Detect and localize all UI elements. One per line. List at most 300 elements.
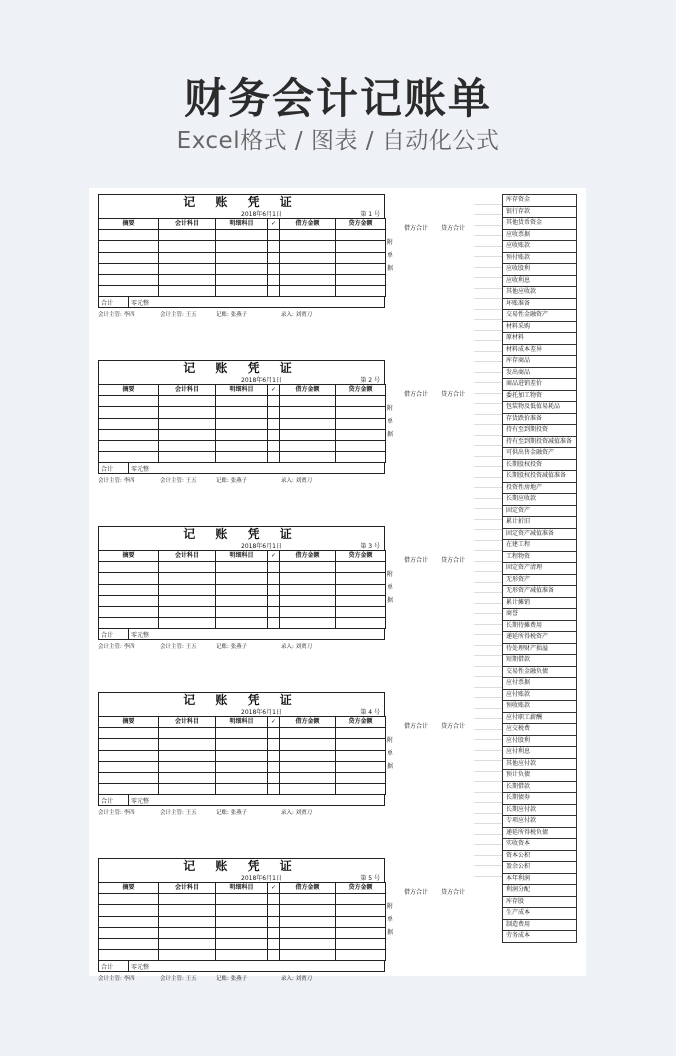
table-cell[interactable]	[336, 263, 386, 274]
table-cell[interactable]	[268, 606, 280, 617]
account-item[interactable]: 商品进销差价	[502, 379, 577, 391]
total-amount: 零元整	[131, 300, 150, 308]
table-cell[interactable]	[280, 452, 336, 463]
table-cell[interactable]	[268, 938, 280, 949]
attachment-label	[386, 734, 394, 773]
account-item[interactable]: 商誉	[502, 609, 577, 621]
table-cell[interactable]	[336, 772, 386, 783]
table-cell[interactable]	[280, 916, 336, 927]
table-cell[interactable]	[336, 274, 386, 285]
table-cell[interactable]	[159, 916, 216, 927]
account-item[interactable]: 固定资产	[502, 506, 577, 518]
table-cell[interactable]	[159, 407, 216, 418]
table-cell[interactable]	[268, 750, 280, 761]
table-cell[interactable]	[159, 750, 216, 761]
voucher-2	[98, 360, 385, 486]
table-cell[interactable]	[268, 396, 280, 407]
column-header: 摘要	[99, 219, 159, 230]
table-cell[interactable]	[159, 950, 216, 961]
table-cell[interactable]	[280, 252, 336, 263]
table-cell[interactable]	[159, 905, 216, 916]
table-cell[interactable]	[99, 452, 159, 463]
account-item[interactable]: 持有至到期投资	[502, 425, 577, 437]
table-cell[interactable]	[268, 584, 280, 595]
table-cell[interactable]	[336, 739, 386, 750]
column-header: 明细科目	[216, 883, 268, 894]
table-cell[interactable]	[99, 274, 159, 285]
account-item[interactable]: 应付股利	[502, 736, 577, 748]
table-cell[interactable]	[99, 407, 159, 418]
attachment-label	[386, 402, 394, 441]
table-cell[interactable]	[99, 595, 159, 606]
account-item[interactable]: 其他货币资金	[502, 218, 577, 230]
account-item[interactable]: 其他应收款	[502, 287, 577, 299]
table-cell[interactable]	[280, 784, 336, 795]
table-row	[99, 950, 386, 961]
table-cell[interactable]	[336, 938, 386, 949]
table-cell[interactable]	[159, 618, 216, 629]
table-cell[interactable]	[336, 950, 386, 961]
table-cell[interactable]	[99, 750, 159, 761]
voucher-header	[98, 692, 385, 716]
table-cell[interactable]	[216, 950, 268, 961]
account-item[interactable]: 盈余公积	[502, 862, 577, 874]
table-cell[interactable]	[216, 286, 268, 297]
table-cell[interactable]	[216, 429, 268, 440]
table-cell[interactable]	[216, 938, 268, 949]
column-header: 会计科目	[159, 883, 216, 894]
table-cell[interactable]	[280, 894, 336, 905]
table-cell[interactable]	[99, 784, 159, 795]
table-cell[interactable]	[216, 595, 268, 606]
table-cell[interactable]	[159, 761, 216, 772]
account-item[interactable]: 应收票据	[502, 230, 577, 242]
table-cell[interactable]	[336, 286, 386, 297]
attachment-char: 据	[386, 763, 393, 770]
table-cell[interactable]	[99, 429, 159, 440]
table-cell[interactable]	[268, 739, 280, 750]
account-item[interactable]: 应收账款	[502, 241, 577, 253]
account-item[interactable]: 应付职工薪酬	[502, 713, 577, 725]
account-item[interactable]: 实收资本	[502, 839, 577, 851]
entry-label: 录入: 刘贾刀	[281, 312, 313, 319]
table-cell[interactable]	[280, 761, 336, 772]
table-cell[interactable]	[99, 938, 159, 949]
table-cell[interactable]	[280, 418, 336, 429]
table-cell[interactable]	[268, 274, 280, 285]
table-cell[interactable]	[268, 761, 280, 772]
table-cell[interactable]	[280, 407, 336, 418]
table-cell[interactable]	[336, 927, 386, 938]
account-item[interactable]: 长期股权投资减值准备	[502, 471, 577, 483]
table-cell[interactable]	[159, 927, 216, 938]
account-item[interactable]: 在建工程	[502, 540, 577, 552]
voucher-signers	[98, 310, 385, 320]
account-item[interactable]: 应付利息	[502, 747, 577, 759]
table-cell[interactable]	[268, 418, 280, 429]
table-cell[interactable]	[159, 728, 216, 739]
account-item[interactable]: 预付账款	[502, 253, 577, 265]
account-item[interactable]: 无形资产	[502, 575, 577, 587]
column-header: 明细科目	[216, 385, 268, 396]
table-cell[interactable]	[280, 562, 336, 573]
voucher-table	[98, 882, 386, 961]
account-item[interactable]: 递延所得税负债	[502, 828, 577, 840]
table-cell[interactable]	[280, 440, 336, 451]
table-cell[interactable]	[99, 606, 159, 617]
table-row	[99, 916, 386, 927]
table-row	[99, 606, 386, 617]
table-cell[interactable]	[159, 894, 216, 905]
entry-label: 录入: 刘贾刀	[281, 976, 313, 983]
table-cell[interactable]	[280, 606, 336, 617]
table-cell[interactable]	[268, 894, 280, 905]
accountant-label: 会计主管: 王五	[160, 976, 197, 983]
account-item[interactable]: 生产成本	[502, 908, 577, 920]
table-cell[interactable]	[99, 761, 159, 772]
table-cell[interactable]	[159, 418, 216, 429]
table-cell[interactable]	[268, 772, 280, 783]
table-cell[interactable]	[159, 772, 216, 783]
table-cell[interactable]	[216, 728, 268, 739]
table-cell[interactable]	[336, 750, 386, 761]
account-item[interactable]: 短期借款	[502, 655, 577, 667]
voucher-signers	[98, 974, 385, 984]
account-item[interactable]: 银行存款	[502, 207, 577, 219]
column-header: 借方金额	[280, 717, 336, 728]
table-cell[interactable]	[336, 230, 386, 241]
table-cell[interactable]	[280, 618, 336, 629]
attachment-char: 附	[386, 405, 393, 412]
table-cell[interactable]	[159, 440, 216, 451]
table-cell[interactable]	[99, 739, 159, 750]
table-cell[interactable]	[280, 728, 336, 739]
account-item[interactable]: 无形资产减值准备	[502, 586, 577, 598]
table-cell[interactable]	[336, 418, 386, 429]
table-cell[interactable]	[216, 452, 268, 463]
table-cell[interactable]	[280, 584, 336, 595]
table-cell[interactable]	[216, 230, 268, 241]
account-item[interactable]: 固定资产清理	[502, 563, 577, 575]
table-cell[interactable]	[268, 452, 280, 463]
table-cell[interactable]	[216, 562, 268, 573]
table-cell[interactable]	[336, 562, 386, 573]
table-cell[interactable]	[280, 396, 336, 407]
voucher-5	[98, 858, 385, 984]
table-cell[interactable]	[280, 230, 336, 241]
account-item[interactable]: 长期借款	[502, 782, 577, 794]
table-cell[interactable]	[216, 784, 268, 795]
table-cell[interactable]	[336, 784, 386, 795]
table-cell[interactable]	[216, 916, 268, 927]
table-cell[interactable]	[336, 728, 386, 739]
supervisor-label: 会计主管: 李四	[98, 312, 135, 319]
table-cell[interactable]	[336, 407, 386, 418]
attachment-char: 附	[386, 903, 393, 910]
table-row	[99, 286, 386, 297]
column-header: 贷方金额	[336, 717, 386, 728]
table-cell[interactable]	[99, 263, 159, 274]
table-cell[interactable]	[99, 894, 159, 905]
total-label: 合计	[101, 632, 114, 640]
table-cell[interactable]	[336, 894, 386, 905]
account-item[interactable]: 交易性金融负债	[502, 667, 577, 679]
table-cell[interactable]	[268, 595, 280, 606]
table-cell[interactable]	[268, 429, 280, 440]
table-cell[interactable]	[336, 595, 386, 606]
total-label: 合计	[101, 964, 114, 972]
table-cell[interactable]	[336, 916, 386, 927]
account-item[interactable]: 待处理财产损溢	[502, 644, 577, 656]
table-row	[99, 938, 386, 949]
table-cell[interactable]	[268, 562, 280, 573]
voucher-date: 2018年6月1日	[241, 211, 282, 218]
table-cell[interactable]	[280, 750, 336, 761]
table-cell[interactable]	[159, 584, 216, 595]
table-cell[interactable]	[336, 573, 386, 584]
page-title: 财务会计记账单	[183, 74, 492, 123]
table-cell[interactable]	[280, 263, 336, 274]
account-item[interactable]: 应收股利	[502, 264, 577, 276]
account-item[interactable]: 长期股权投资	[502, 460, 577, 472]
table-cell[interactable]	[99, 241, 159, 252]
table-cell[interactable]	[336, 761, 386, 772]
column-header: 摘要	[99, 385, 159, 396]
account-item[interactable]: 投资性房地产	[502, 483, 577, 495]
table-cell[interactable]	[216, 894, 268, 905]
table-cell[interactable]	[99, 772, 159, 783]
bookkeeper-label: 记账: 张燕子	[216, 312, 248, 319]
supervisor-label: 会计主管: 李四	[98, 478, 135, 485]
account-item[interactable]: 存货跌价准备	[502, 414, 577, 426]
table-cell[interactable]	[268, 784, 280, 795]
table-cell[interactable]	[268, 728, 280, 739]
table-cell[interactable]	[280, 927, 336, 938]
account-item[interactable]: 应收利息	[502, 276, 577, 288]
account-item[interactable]: 累计摊销	[502, 598, 577, 610]
table-row	[99, 396, 386, 407]
table-cell[interactable]	[216, 618, 268, 629]
table-cell[interactable]	[216, 263, 268, 274]
table-cell[interactable]	[159, 263, 216, 274]
table-row	[99, 750, 386, 761]
table-row	[99, 927, 386, 938]
table-cell[interactable]	[216, 573, 268, 584]
account-item[interactable]: 发出商品	[502, 368, 577, 380]
table-cell[interactable]	[159, 784, 216, 795]
table-cell[interactable]	[159, 252, 216, 263]
table-cell[interactable]	[216, 905, 268, 916]
table-cell[interactable]	[216, 407, 268, 418]
account-item[interactable]: 材料成本差异	[502, 345, 577, 357]
account-item[interactable]: 劳务成本	[502, 931, 577, 943]
column-header: 借方金额	[280, 551, 336, 562]
voucher-total-row	[98, 629, 385, 640]
table-cell[interactable]	[336, 905, 386, 916]
table-cell[interactable]	[159, 230, 216, 241]
account-item[interactable]: 长期应收款	[502, 494, 577, 506]
account-item[interactable]: 应交税费	[502, 724, 577, 736]
account-item[interactable]: 长期应付款	[502, 805, 577, 817]
table-cell[interactable]	[99, 905, 159, 916]
table-cell[interactable]	[99, 927, 159, 938]
attachment-char: 单	[386, 916, 393, 923]
table-cell[interactable]	[159, 606, 216, 617]
table-cell[interactable]	[216, 606, 268, 617]
voucher-4	[98, 692, 385, 818]
table-cell[interactable]	[159, 739, 216, 750]
table-cell[interactable]	[268, 263, 280, 274]
account-item[interactable]: 专项应付款	[502, 816, 577, 828]
table-cell[interactable]	[268, 440, 280, 451]
table-cell[interactable]	[99, 573, 159, 584]
table-cell[interactable]	[159, 286, 216, 297]
table-cell[interactable]	[99, 440, 159, 451]
table-cell[interactable]	[99, 230, 159, 241]
account-item[interactable]: 利润分配	[502, 885, 577, 897]
account-item[interactable]: 委托加工物资	[502, 391, 577, 403]
table-cell[interactable]	[268, 286, 280, 297]
account-item[interactable]: 可供出售金融资产	[502, 448, 577, 460]
table-cell[interactable]	[159, 938, 216, 949]
table-row	[99, 252, 386, 263]
table-cell[interactable]	[280, 241, 336, 252]
table-cell[interactable]	[99, 950, 159, 961]
table-cell[interactable]	[159, 429, 216, 440]
table-cell[interactable]	[159, 452, 216, 463]
account-item[interactable]: 其他应付款	[502, 759, 577, 771]
table-cell[interactable]	[99, 562, 159, 573]
table-cell[interactable]	[216, 241, 268, 252]
table-cell[interactable]	[216, 584, 268, 595]
table-cell[interactable]	[216, 252, 268, 263]
table-cell[interactable]	[336, 618, 386, 629]
account-item[interactable]: 资本公积	[502, 851, 577, 863]
table-cell[interactable]	[216, 772, 268, 783]
voucher-1	[98, 194, 385, 320]
account-item[interactable]: 预收账款	[502, 701, 577, 713]
account-item[interactable]: 长期待摊费用	[502, 621, 577, 633]
table-cell[interactable]	[280, 286, 336, 297]
table-cell[interactable]	[268, 241, 280, 252]
table-cell[interactable]	[99, 396, 159, 407]
account-item[interactable]: 长期债券	[502, 793, 577, 805]
table-cell[interactable]	[268, 573, 280, 584]
table-cell[interactable]	[99, 916, 159, 927]
table-cell[interactable]	[336, 452, 386, 463]
table-cell[interactable]	[280, 274, 336, 285]
account-item[interactable]: 应付账款	[502, 690, 577, 702]
table-cell[interactable]	[99, 618, 159, 629]
account-item[interactable]: 交易性金融资产	[502, 310, 577, 322]
column-header: 会计科目	[159, 717, 216, 728]
table-cell[interactable]	[268, 252, 280, 263]
table-cell[interactable]	[216, 761, 268, 772]
table-cell[interactable]	[268, 905, 280, 916]
table-cell[interactable]	[280, 595, 336, 606]
table-cell[interactable]	[280, 429, 336, 440]
table-cell[interactable]	[280, 739, 336, 750]
account-item[interactable]: 制造费用	[502, 920, 577, 932]
account-item[interactable]: 库存资金	[502, 195, 577, 207]
table-cell[interactable]	[159, 241, 216, 252]
table-cell[interactable]	[99, 418, 159, 429]
total-amount: 零元整	[131, 632, 150, 640]
debit-total-label: 借方合计	[404, 557, 429, 564]
table-cell[interactable]	[216, 396, 268, 407]
table-cell[interactable]	[268, 407, 280, 418]
table-cell[interactable]	[99, 286, 159, 297]
table-cell[interactable]	[268, 230, 280, 241]
table-cell[interactable]	[159, 573, 216, 584]
table-cell[interactable]	[216, 750, 268, 761]
table-cell[interactable]	[99, 584, 159, 595]
account-item[interactable]: 库存商品	[502, 356, 577, 368]
voucher-table	[98, 550, 386, 629]
account-item[interactable]: 库存股	[502, 897, 577, 909]
account-item[interactable]: 工程物资	[502, 552, 577, 564]
table-cell[interactable]	[336, 584, 386, 595]
table-cell[interactable]	[216, 739, 268, 750]
table-cell[interactable]	[268, 927, 280, 938]
table-cell[interactable]	[268, 950, 280, 961]
account-item[interactable]: 包装物及低值易耗品	[502, 402, 577, 414]
table-cell[interactable]	[280, 772, 336, 783]
voucher-number: 第 2 号	[360, 377, 380, 384]
voucher-total-row	[98, 297, 385, 308]
table-row	[99, 584, 386, 595]
table-cell[interactable]	[280, 573, 336, 584]
table-cell[interactable]	[336, 396, 386, 407]
table-cell[interactable]	[280, 938, 336, 949]
account-item[interactable]: 持有至到期投资减值准备	[502, 437, 577, 449]
table-cell[interactable]	[336, 429, 386, 440]
bookkeeper-label: 记账: 张燕子	[216, 810, 248, 817]
table-cell[interactable]	[336, 241, 386, 252]
table-cell[interactable]	[336, 440, 386, 451]
account-item[interactable]: 本年利润	[502, 874, 577, 886]
table-cell[interactable]	[268, 916, 280, 927]
account-item[interactable]: 预计负债	[502, 770, 577, 782]
table-cell[interactable]	[159, 562, 216, 573]
table-cell[interactable]	[336, 606, 386, 617]
voucher-header	[98, 858, 385, 882]
table-cell[interactable]	[216, 440, 268, 451]
account-item[interactable]: 坏账准备	[502, 299, 577, 311]
table-cell[interactable]	[336, 252, 386, 263]
table-cell[interactable]	[99, 252, 159, 263]
table-cell[interactable]	[216, 927, 268, 938]
table-row	[99, 263, 386, 274]
account-item[interactable]: 累计折旧	[502, 517, 577, 529]
table-cell[interactable]	[159, 396, 216, 407]
table-cell[interactable]	[99, 728, 159, 739]
account-item[interactable]: 应付票据	[502, 678, 577, 690]
account-item[interactable]: 材料采购	[502, 322, 577, 334]
account-item[interactable]: 递延所得税资产	[502, 632, 577, 644]
table-cell[interactable]	[216, 418, 268, 429]
table-cell[interactable]	[159, 274, 216, 285]
total-amount: 零元整	[131, 798, 150, 806]
table-cell[interactable]	[268, 618, 280, 629]
account-item[interactable]: 固定资产减值准备	[502, 529, 577, 541]
table-cell[interactable]	[280, 950, 336, 961]
account-item[interactable]: 原材料	[502, 333, 577, 345]
table-cell[interactable]	[280, 905, 336, 916]
table-cell[interactable]	[216, 274, 268, 285]
voucher-header	[98, 360, 385, 384]
table-cell[interactable]	[159, 595, 216, 606]
